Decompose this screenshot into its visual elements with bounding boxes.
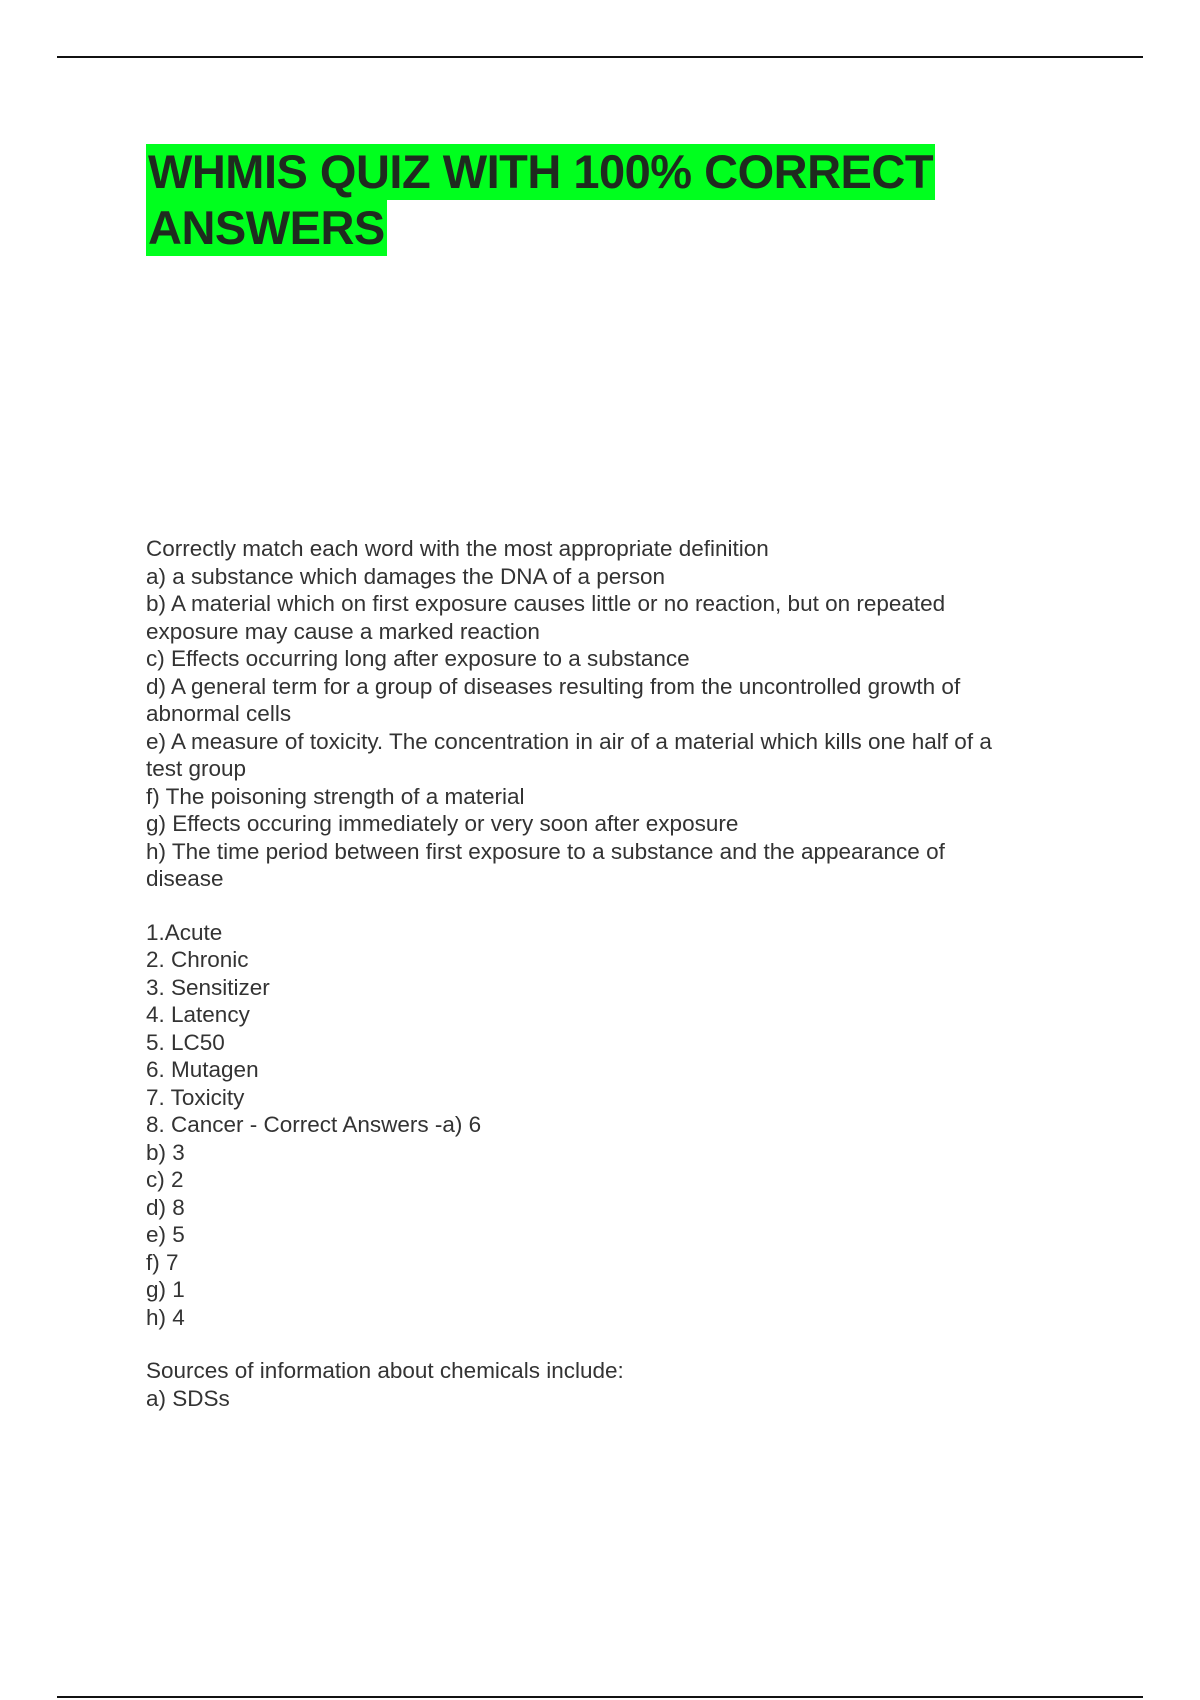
answer-line: e) 5 [146, 1222, 185, 1247]
option-line: a) SDSs [146, 1385, 230, 1411]
definition-line: e) A measure of toxicity. The concentration in air of a material which kills one half of a [146, 728, 992, 754]
paragraph-gap [146, 1331, 1086, 1357]
definition-line: g) Effects occuring immediately or very soon after exposure [146, 811, 739, 836]
definition-line: exposure may cause a marked reaction [146, 618, 540, 644]
answer-line: c) 2 [146, 1167, 184, 1192]
document-body [146, 535, 1086, 1412]
term-line: 4. Latency [146, 1002, 250, 1027]
definition-line: d) A general term for a group of diseases resulting from the uncontrolled growth of [146, 673, 961, 699]
term-line: 7. Toxicity [146, 1084, 245, 1110]
answer-line: b) 3 [146, 1139, 185, 1165]
footer-rule [57, 1696, 1143, 1698]
definition-line: h) The time period between first exposure to a substance and the appearance of [146, 838, 945, 864]
definition-line: f) The poisoning strength of a material [146, 783, 525, 809]
question-prompt: Sources of information about chemicals include: [146, 1358, 624, 1383]
question-1 [146, 535, 1086, 1331]
title-line-2: ANSWERS [148, 201, 385, 254]
term-line: 6. Mutagen [146, 1057, 259, 1082]
question-prompt: Correctly match each word with the most appropriate definition [146, 536, 769, 561]
header-rule [57, 56, 1143, 58]
paragraph-gap [146, 893, 1086, 919]
definitions-list [146, 563, 1086, 893]
term-line: 5. LC50 [146, 1029, 225, 1055]
answer-line: h) 4 [146, 1304, 185, 1330]
term-line: 1.Acute [146, 919, 223, 945]
definition-line: b) A material which on first exposure causes little or no reaction, but on repeated [146, 591, 946, 616]
definition-line: test group [146, 756, 247, 781]
question-2 [146, 1357, 1086, 1412]
definition-line: disease [146, 866, 224, 891]
terms-list [146, 919, 1086, 1139]
definition-line: a) a substance which damages the DNA of a person [146, 563, 666, 589]
answer-line: d) 8 [146, 1194, 185, 1220]
term-line: 2. Chronic [146, 947, 249, 972]
definition-line: abnormal cells [146, 701, 292, 726]
answers-list [146, 1139, 1086, 1332]
answer-line: f) 7 [146, 1249, 179, 1275]
term-line: 8. Cancer - Correct Answers -a) 6 [146, 1112, 482, 1137]
term-line: 3. Sensitizer [146, 974, 270, 1000]
title-line-1: WHMIS QUIZ WITH 100% CORRECT [148, 145, 934, 198]
answer-line: g) 1 [146, 1277, 185, 1302]
definition-line: c) Effects occurring long after exposure to a substance [146, 646, 690, 671]
document-title [146, 144, 1046, 256]
